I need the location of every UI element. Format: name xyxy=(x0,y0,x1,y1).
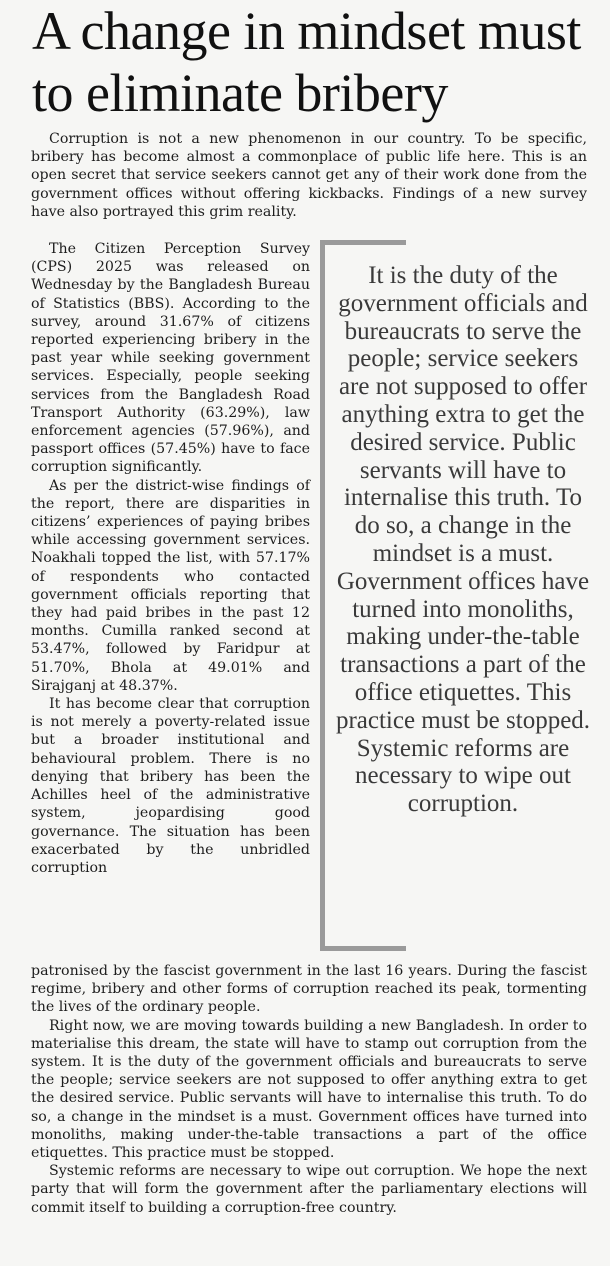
body-paragraph-districts: As per the district-wise findings of the report, there are disparities in citizens’ experiences of paying bribes while accessing government services. Noakhali topped the list, with 57.17% of respondents who contacted government officials reporting that they had paid bribes in the past 12 months. Cumilla ranked second at 53.47%, followed by Faridpur at 51.70%, Bhola at 49.01% and Sirajganj at 48.37%. xyxy=(31,477,310,694)
body-paragraph-new-bangladesh: Right now, we are moving towards building a new Bangladesh. In order to materialise this dream, the state will have to stamp out corruption from the system. It is the duty of the government officials and bureaucrats to serve the people; service seekers are not supposed to offer anything extra to get the desired service. Public servants will have to internalise this truth. To do so, a change in the mindset is a must. Government offices have turned into monoliths, making under-the-table transactions a part of the office etiquettes. This practice must be stopped. xyxy=(31,1017,587,1162)
headline: A change in mindset must to eliminate bribery xyxy=(32,1,581,123)
body-paragraph-reforms: Systemic reforms are necessary to wipe out corruption. We hope the next party that will form the government after the parliamentary elections will commit itself to building a corruption-free country. xyxy=(31,1163,587,1216)
full-width-column xyxy=(31,962,587,1217)
pullquote-box xyxy=(320,240,590,951)
pullquote-rule-bottom xyxy=(320,946,406,951)
body-paragraph-institutional: It has become clear that corruption is not merely a poverty-related issue but a broader institutional and behavioural problem. There is no denying that bribery has been the Achilles heel of the administrative system, jeopardising good governance. The situation has been exacerbated by the unbridled corruption xyxy=(31,696,310,876)
left-column xyxy=(31,240,310,877)
body-paragraph-continued: patronised by the fascist government in the last 16 years. During the fascist regime, bribery and other forms of corruption reached its peak, tormenting the lives of the ordinary people. xyxy=(31,963,587,1016)
lede-paragraph: Corruption is not a new phenomenon in our country. To be specific, bribery has become almost a commonplace of public life here. This is an open secret that service seekers cannot get any of their work done from the government offices without offering kickbacks. Findings of a new survey have also portrayed this grim reality. xyxy=(31,131,587,220)
body-paragraph-survey: The Citizen Perception Survey (CPS) 2025 was released on Wednesday by the Bangladesh Bureau of Statistics (BBS). According to the survey, around 31.67% of citizens reported experiencing bribery in the past year while seeking government services. Especially, people seeking services from the Bangladesh Road Transport Authority (63.29%), law enforcement agencies (57.96%), and passport offices (57.45%) have to face corruption significantly. xyxy=(31,241,310,476)
pullquote-rule-top xyxy=(320,240,406,245)
pullquote-text: It is the duty of the government officials and bureaucrats to serve the people; service seekers are not supposed to offer anything extra to get the desired service. Public servants will have to internalise this truth. To do so, a change in the mindset is a must. Government offices have turned into monoliths, making under-the-table transactions a part of the office etiquettes. This practice must be stopped. Systemic reforms are necessary to wipe out corruption. xyxy=(335,262,591,818)
pullquote-rule-left xyxy=(320,240,325,951)
